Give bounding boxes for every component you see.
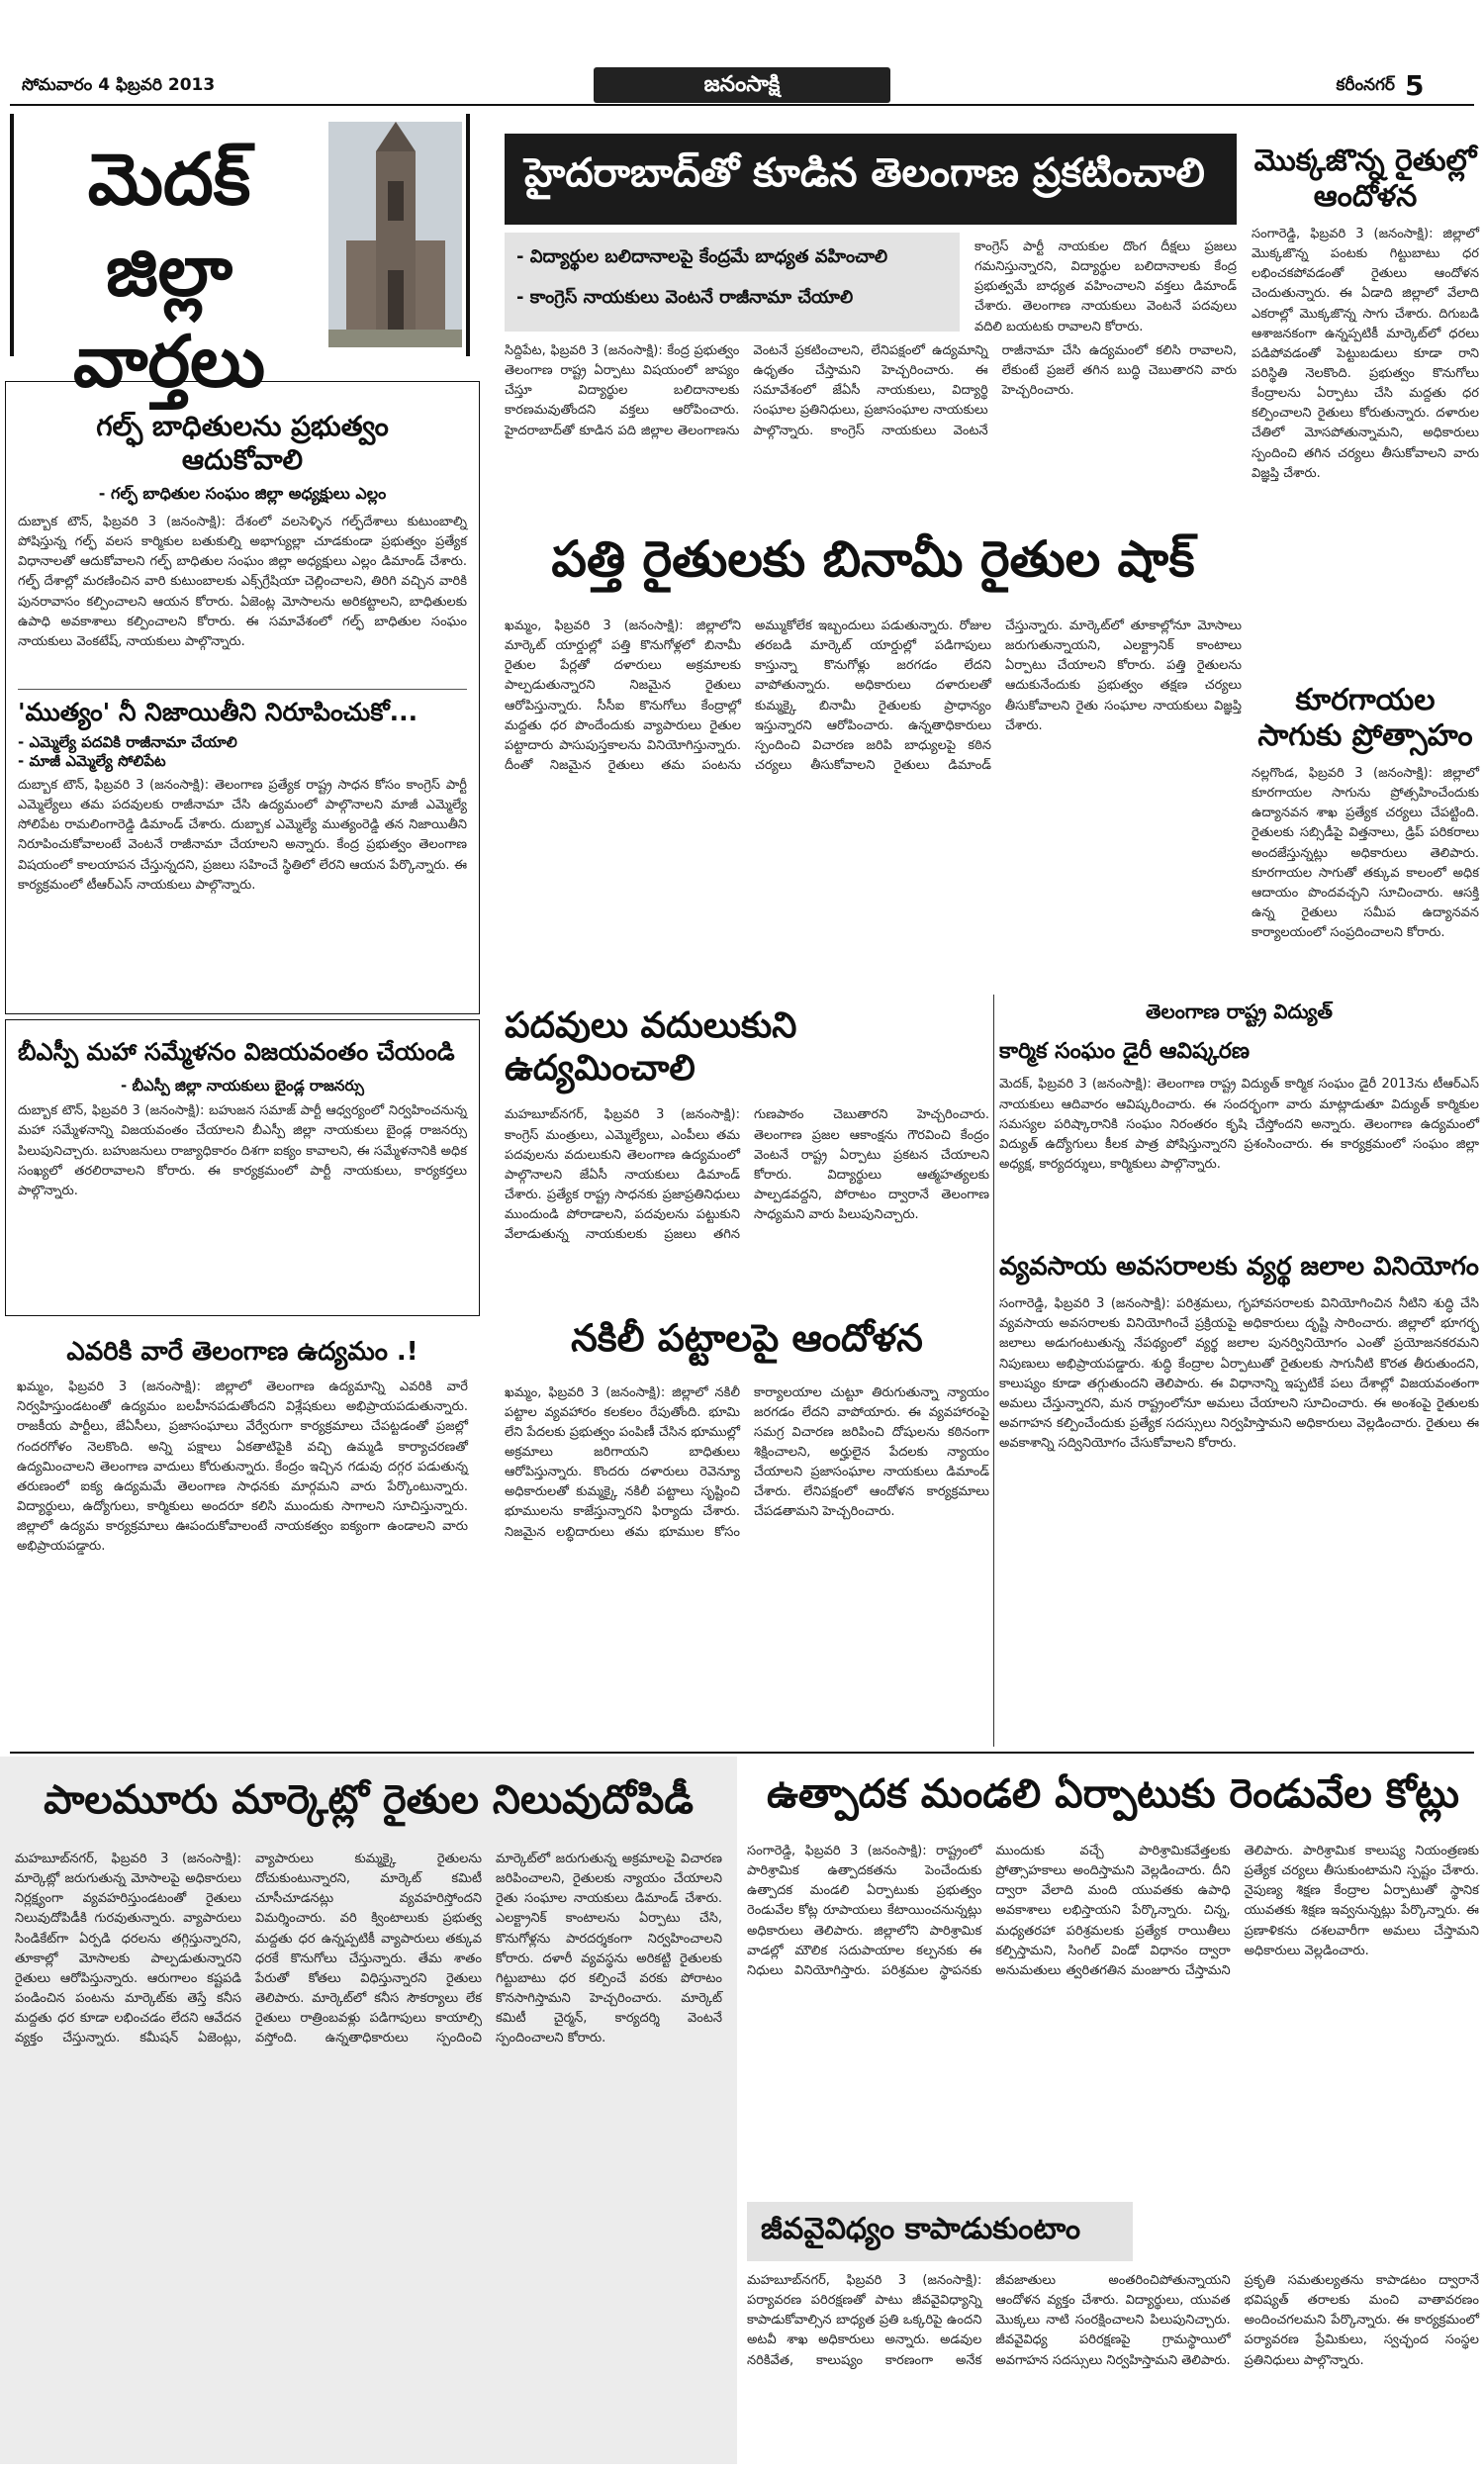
article-gulf: [5, 381, 480, 1014]
issue-date: సోమవారం 4 ఫిబ్రవరి 2013: [22, 75, 216, 95]
article-jeevavaividhyam: [747, 2202, 1479, 2464]
article-vidyut: [999, 999, 1479, 1247]
vidyut-headline: కార్మిక సంఘం డైరీ ఆవిష్కరణ: [999, 1039, 1251, 1064]
masthead-rule: [10, 104, 1474, 106]
hyderabad-bullet-1: - విద్యార్థుల బలిదానాలపై కేంద్రమే బాధ్యత వహించాలి: [516, 246, 888, 267]
church-photo: [328, 122, 462, 347]
article-padavulu: [505, 995, 989, 1291]
hyderabad-headline: హైదరాబాద్‌తో కూడిన తెలంగాణ ప్రకటించాలి: [524, 150, 1205, 196]
jeevavaividhyam-title-box: [747, 2202, 1133, 2261]
padavulu-headline: పదవులు వదులుకుని ఉద్యమించాలి: [505, 1005, 797, 1090]
patti-body: ఖమ్మం, ఫిబ్రవరి 3 (జనంసాక్షి): జిల్లాలోని మార్కెట్‌ యార్డుల్లో పత్తి కొనుగోళ్లలో బినామీ రైతుల పేర్లతో దళారులు అక్రమాలకు పాల్పడుతున్నారని నిజమైన రైతులు ఆరోపిస్తున్నారు. సీసీఐ కొనుగోలు కేంద్రాల్లో మద్దతు ధర పొందేందుకు వ్యాపారులు రైతుల పట్టాదారు పాసుపుస్తకాలను వినియోగిస్తున్నారు. దీంతో నిజమైన రైతులు తమ పంటను అమ్ముకోలేక ఇబ్బందులు పడుతున్నారు. రోజుల తరబడి మార్కెట్‌ యార్డుల్లో పడిగాపులు కాస్తున్నా కొనుగోళ్లు జరగడం లేదని వాపోతున్నారు. అధికారులు దళారులతో కుమ్మక్కై బినామీ రైతులకు ప్రాధాన్యం ఇస్తున్నారని ఆరోపించారు. ఉన్నతాధికారులు స్పందించి విచారణ జరిపి బాధ్యులపై కఠిన చర్యలు తీసుకోవాలని రైతులు డిమాండ్‌ చేస్తున్నారు. మార్కెట్‌లో తూకాల్లోనూ మోసాలు జరుగుతున్నాయని, ఎలక్ట్రానిక్‌ కాంటాలు ఏర్పాటు చేయాలని కోరారు. పత్తి రైతులను ఆదుకునేందుకు ప్రభుత్వం తక్షణ చర్యలు తీసుకోవాలని రైతు సంఘాల నాయకులు విజ్ఞప్తి చేశారు.: [505, 618, 1242, 773]
jeevavaividhyam-body: మహబూబ్‌నగర్, ఫిబ్రవరి 3 (జనంసాక్షి): పర్యావరణ పరిరక్షణతో పాటు జీవవైవిధ్యాన్ని కాపాడుకోవాల్సిన బాధ్యత ప్రతి ఒక్కరిపై ఉందని అటవీ శాఖ అధికారులు అన్నారు. అడవుల నరికివేత, కాలుష్యం కారణంగా అనేక జీవజాతులు అంతరించిపోతున్నాయని ఆందోళన వ్యక్తం చేశారు. విద్యార్థులు, యువత మొక్కలు నాటి సంరక్షించాలని పిలుపునిచ్చారు. జీవవైవిధ్య పరిరక్షణపై గ్రామస్థాయిలో అవగాహన సదస్సులు నిర్వహిస్తామని తెలిపారు. ప్రకృతి సమతుల్యతను కాపాడటం ద్వారానే భవిష్యత్‌ తరాలకు మంచి వాతావరణం అందించగలమని పేర్కొన్నారు. ఈ కార్యక్రమంలో పర్యావరణ ప్రేమికులు, స్వచ్ఛంద సంస్థల ప్రతినిధులు పాల్గొన్నారు.: [747, 2273, 1479, 2368]
kuragayala-body: నల్లగొండ, ఫిబ్రవరి 3 (జనంసాక్షి): జిల్లాలో కూరగాయల సాగును ప్రోత్సహించేందుకు ఉద్యానవన శాఖ ప్రత్యేక చర్యలు చేపట్టింది. రైతులకు సబ్సిడీపై విత్తనాలు, డ్రిప్‌ పరికరాలు అందజేస్తున్నట్లు అధికారులు తెలిపారు. కూరగాయల సాగుతో తక్కువ కాలంలో అధిక ఆదాయం పొందవచ్చని సూచించారు. ఆసక్తి ఉన్న రైతులు సమీప ఉద్యానవన కార్యాలయంలో సంప్రదించాలని కోరారు.: [1252, 766, 1479, 941]
gulf-subhead: - గల్ఫ్ బాధితుల సంఘం జిల్లా అధ్యక్షులు ఎల్లం: [98, 484, 387, 504]
section-rule: [10, 1752, 1474, 1754]
palamuru-headline: పాలమూరు మార్కెట్లో రైతుల నిలువుదోపిడీ: [44, 1777, 694, 1823]
edition-city: కరీంనగర్: [1336, 75, 1395, 95]
medak-district-banner: [10, 114, 470, 403]
bsp-subhead: - బీఎస్పీ జిల్లా నాయకులు బైండ్ల రాజనర్సు: [121, 1076, 364, 1094]
muthyam-subhead-2: - మాజీ ఎమ్మెల్యే సోలిపేట: [18, 752, 166, 771]
article-bsp: [5, 1019, 480, 1316]
article-evariki: [5, 1331, 480, 1737]
hyderabad-headline-banner: [505, 134, 1237, 225]
utpadaka-body: సంగారెడ్డి, ఫిబ్రవరి 3 (జనంసాక్షి): రాష్ట్రంలో పారిశ్రామిక ఉత్పాదకతను పెంచేందుకు ఉత్పాదక మండలి ఏర్పాటుకు ప్రభుత్వం రెండువేల కోట్ల రూపాయలు కేటాయించనున్నట్లు అధికారులు తెలిపారు. జిల్లాలోని పారిశ్రామిక వాడల్లో మౌలిక సదుపాయాల కల్పనకు ఈ నిధులు వినియోగిస్తారు. పరిశ్రమల స్థాపనకు ముందుకు వచ్చే పారిశ్రామికవేత్తలకు ప్రోత్సాహకాలు అందిస్తామని వెల్లడించారు. దీని ద్వారా వేలాది మంది యువతకు ఉపాధి అవకాశాలు లభిస్తాయని పేర్కొన్నారు. చిన్న, మధ్యతరహా పరిశ్రమలకు ప్రత్యేక రాయితీలు కల్పిస్తామని, సింగిల్‌ విండో విధానం ద్వారా అనుమతులు త్వరితగతిన మంజూరు చేస్తామని తెలిపారు. పారిశ్రామిక కాలుష్య నియంత్రణకు ప్రత్యేక చర్యలు తీసుకుంటామని స్పష్టం చేశారు. నైపుణ్య శిక్షణ కేంద్రాల ఏర్పాటుతో స్థానిక యువతకు శిక్షణ ఇవ్వనున్నట్లు పేర్కొన్నారు. ఈ ప్రణాళికను దశలవారీగా అమలు చేస్తామని అధికారులు వెల్లడించారు.: [747, 1844, 1479, 1978]
nakili-body: ఖమ్మం, ఫిబ్రవరి 3 (జనంసాక్షి): జిల్లాలో నకిలీ పట్టాల వ్యవహారం కలకలం రేపుతోంది. భూమి లేని పేదలకు ప్రభుత్వం పంపిణీ చేసిన భూముల్లో అక్రమాలు జరిగాయని బాధితులు ఆరోపిస్తున్నారు. కొందరు దళారులు రెవెన్యూ అధికారులతో కుమ్మక్కై నకిలీ పట్టాలు సృష్టించి భూములను కాజేస్తున్నారని ఫిర్యాదు చేశారు. నిజమైన లబ్ధిదారులు తమ భూముల కోసం కార్యాలయాల చుట్టూ తిరుగుతున్నా న్యాయం జరగడం లేదని వాపోయారు. ఈ వ్యవహారంపై సమగ్ర విచారణ జరిపించి దోషులను కఠినంగా శిక్షించాలని, అర్హులైన పేదలకు న్యాయం చేయాలని ప్రజాసంఘాల నాయకులు డిమాండ్‌ చేశారు. లేనిపక్షంలో ఆందోళన కార్యక్రమాలు చేపడతామని హెచ్చరించారు.: [505, 1384, 989, 1540]
article-mokkajonna: [1252, 143, 1479, 658]
vidyut-kicker: తెలంగాణ రాష్ట్ర విద్యుత్: [1146, 999, 1333, 1023]
muthyam-subhead: - ఎమ్మెల్యే పదవికి రాజీనామా చేయాలి: [18, 732, 237, 751]
jeevavaividhyam-headline: జీవవైవిధ్యం కాపాడుకుంటాం: [761, 2212, 1081, 2246]
banner-line-2: జిల్లా వార్తలు: [72, 228, 266, 403]
bsp-headline: బీఎస్పీ మహా సమ్మేళనం విజయవంతం చేయండి: [18, 1038, 455, 1066]
gulf-body: దుబ్బాక టౌన్, ఫిబ్రవరి 3 (జనంసాక్షి): దేశంలో వలసెళ్ళిన గల్ఫ్‌దేశాలు కుటుంబాల్ని పోషిస్తున్న గల్ఫ్‌ వలస కార్మికుల బతుకుల్ని అభాగ్యుల్లా చూడకుండా ప్రభుత్వం ప్రత్యేక విధానాలతో ఆదుకోవాలని గల్ఫ్‌ బాధితుల సంఘం జిల్లా అధ్యక్షులు ఎల్లం డిమాండ్‌ చేశారు. గల్ఫ్‌ దేశాల్లో మరణించిన వారి కుటుంబాలకు ఎక్స్‌గ్రేషియా చెల్లించాలని, తిరిగి వచ్చిన వారికి పునరావాసం కల్పించాలని ఆయన కోరారు. ఏజెంట్ల మోసాలను అరికట్టాలని, బాధితులకు ఉపాధి అవకాశాలు కల్పించాలని కోరారు. ఈ సమావేశంలో గల్ఫ్‌ బాధితుల సంఘం నాయకులు వెంకటేష్‌, నాయకులు పాల్గొన్నారు.: [18, 514, 467, 649]
kuragayala-headline: కూరగాయల సాగుకు ప్రోత్సాహం: [1257, 683, 1473, 753]
palamuru-body: మహబూబ్‌నగర్, ఫిబ్రవరి 3 (జనంసాక్షి): మార్కెట్లో జరుగుతున్న మోసాలపై అధికారులు నిర్లక్ష్యంగా వ్యవహరిస్తుండటంతో రైతులు నిలువుదోపిడీకి గురవుతున్నారు. వ్యాపారులు సిండికేట్‌గా ఏర్పడి ధరలను తగ్గిస్తున్నారని, తూకాల్లో మోసాలకు పాల్పడుతున్నారని రైతులు ఆరోపిస్తున్నారు. ఆరుగాలం కష్టపడి పండించిన పంటను మార్కెట్‌కు తెస్తే కనీస మద్దతు ధర కూడా లభించడం లేదని ఆవేదన వ్యక్తం చేస్తున్నారు. కమీషన్‌ ఏజెంట్లు, వ్యాపారులు కుమ్మక్కై రైతులను దోచుకుంటున్నారని, మార్కెట్‌ కమిటీ చూసీచూడనట్లు వ్యవహరిస్తోందని విమర్శించారు. వరి క్వింటాలుకు ప్రభుత్వ మద్దతు ధర ఉన్నప్పటికీ వ్యాపారులు తక్కువ ధరకే కొనుగోలు చేస్తున్నారు. తేమ శాతం పేరుతో కోతలు విధిస్తున్నారని రైతులు తెలిపారు. మార్కెట్‌లో కనీస సౌకర్యాలు లేక రైతులు రాత్రింబవళ్లు పడిగాపులు కాయాల్సి వస్తోంది. ఉన్నతాధికారులు స్పందించి మార్కెట్‌లో జరుగుతున్న అక్రమాలపై విచారణ జరిపించాలని, రైతులకు న్యాయం చేయాలని రైతు సంఘాల నాయకులు డిమాండ్‌ చేశారు. ఎలక్ట్రానిక్‌ కాంటాలను ఏర్పాటు చేసి, కొనుగోళ్లను పారదర్శకంగా నిర్వహించాలని కోరారు. దళారీ వ్యవస్థను అరికట్టి రైతులకు గిట్టుబాటు ధర కల్పించే వరకు పోరాటం కొనసాగిస్తామని హెచ్చరించారు. మార్కెట్‌ కమిటీ చైర్మన్‌, కార్యదర్శి వెంటనే స్పందించాలని కోరారు.: [15, 1852, 722, 2046]
article-kuragayala: [1252, 683, 1479, 999]
padavulu-body: మహబూబ్‌నగర్, ఫిబ్రవరి 3 (జనంసాక్షి): కాంగ్రెస్‌ మంత్రులు, ఎమ్మెల్యేలు, ఎంపీలు తమ పదవులను వదులుకుని తెలంగాణ ఉద్యమంలో పాల్గొనాలని జేఏసీ నాయకులు డిమాండ్‌ చేశారు. ప్రత్యేక రాష్ట్ర సాధనకు ప్రజాప్రతినిధులు ముందుండి పోరాడాలని, పదవులను పట్టుకుని వేలాడుతున్న నాయకులకు ప్రజలు తగిన గుణపాఠం చెబుతారని హెచ్చరించారు. తెలంగాణ ప్రజల ఆకాంక్షను గౌరవించి కేంద్రం వెంటనే రాష్ట్ర ఏర్పాటు ప్రకటన చేయాలని కోరారు. విద్యార్థులు ఆత్మహత్యలకు పాల్పడవద్దని, పోరాటం ద్వారానే తెలంగాణ సాధ్యమని వారు పిలుపునిచ్చారు.: [505, 1107, 989, 1243]
banner-line-1: మెదక్: [87, 137, 251, 221]
article-utpadaka: [747, 1757, 1479, 2202]
muthyam-body: దుబ్బాక టౌన్, ఫిబ్రవరి 3 (జనంసాక్షి): తెలంగాణ ప్రత్యేక రాష్ట్ర సాధన కోసం కాంగ్రెస్‌ పార్టీ ఎమ్మెల్యేలు తమ పదవులకు రాజీనామా చేసి ఉద్యమంలో పాల్గొనాలని మాజీ ఎమ్మెల్యే సోలిపేట రామలింగారెడ్డి డిమాండ్‌ చేశారు. దుబ్బాక ఎమ్మెల్యే ముత్యంరెడ్డి తన నిజాయితీని నిరూపించుకోవాలంటే వెంటనే రాజీనామా చేయాలని అన్నారు. కేంద్ర ప్రభుత్వం తెలంగాణ విషయంలో కాలయాపన చేస్తున్నదని, ప్రజలు సహించే స్థితిలో లేరని ఆయన పేర్కొన్నారు. ఈ కార్యక్రమంలో టీఆర్‌ఎస్‌ నాయకులు పాల్గొన్నారు.: [18, 777, 467, 893]
bsp-body: దుబ్బాక టౌన్, ఫిబ్రవరి 3 (జనంసాక్షి): బహుజన సమాజ్‌ పార్టీ ఆధ్వర్యంలో నిర్వహించనున్న మహా సమ్మేళనాన్ని విజయవంతం చేయాలని బీఎస్పీ జిల్లా నాయకులు బైండ్ల రాజనర్సు పిలుపునిచ్చారు. బహుజనులు రాజ్యాధికారం దిశగా ఐక్యం కావాలని, ఈ సమ్మేళనానికి అధిక సంఖ్యలో తరలిరావాలని కోరారు. ఈ కార్యక్రమంలో పార్టీ నాయకులు, కార్యకర్తలు పాల్గొన్నారు.: [18, 1103, 467, 1198]
vidyut-body: మెదక్‌, ఫిబ్రవరి 3 (జనంసాక్షి): తెలంగాణ రాష్ట్ర విద్యుత్‌ కార్మిక సంఘం డైరీ 2013ను టీఆర్‌ఎస్‌ నాయకులు ఆదివారం ఆవిష్కరించారు. ఈ సందర్భంగా వారు మాట్లాడుతూ విద్యుత్‌ కార్మికుల సమస్యల పరిష్కారానికి సంఘం నిరంతరం కృషి చేస్తోందని అన్నారు. తెలంగాణ ఉద్యమంలో విద్యుత్‌ ఉద్యోగులు కీలక పాత్ర పోషిస్తున్నారని ప్రశంసించారు. ఈ కార్యక్రమంలో సంఘం జిల్లా అధ్యక్ష, కార్యదర్శులు, కార్మికులు పాల్గొన్నారు.: [999, 1077, 1479, 1172]
gulf-headline: గల్ఫ్ బాధితులను ప్రభుత్వం ఆదుకోవాలి: [96, 410, 389, 476]
hyderabad-side-text: కాంగ్రెస్‌ పార్టీ నాయకుల దొంగ దీక్షలు ప్రజలు గమనిస్తున్నారని, విద్యార్థుల బలిదానాలకు కేంద్ర ప్రభుత్వమే బాధ్యత వహించాలని వక్తలు డిమాండ్‌ చేశారు. తెలంగాణ నాయకులు వెంటనే పదవులు వదిలి బయటకు రావాలని కోరారు.: [974, 239, 1237, 334]
article-palamuru: [0, 1757, 737, 2464]
hyderabad-body: సిద్దిపేట, ఫిబ్రవరి 3 (జనంసాక్షి): కేంద్ర ప్రభుత్వం తెలంగాణ రాష్ట్ర ఏర్పాటు విషయంలో జాప్యం చేస్తూ విద్యార్థుల బలిదానాలకు కారణమవుతోందని వక్తలు ఆరోపించారు. హైదరాబాద్‌తో కూడిన పది జిల్లాల తెలంగాణను వెంటనే ప్రకటించాలని, లేనిపక్షంలో ఉద్యమాన్ని ఉధృతం చేస్తామని హెచ్చరించారు. ఈ సమావేశంలో జేఏసీ నాయకులు, విద్యార్థి సంఘాల ప్రతినిధులు, ప్రజాసంఘాల నాయకులు పాల్గొన్నారు. కాంగ్రెస్‌ నాయకులు వెంటనే రాజీనామా చేసి ఉద్యమంలో కలిసి రావాలని, లేకుంటే ప్రజలే తగిన బుద్ధి చెబుతారని వారు హెచ్చరించారు.: [505, 343, 1237, 438]
paper-logo: జనంసాక్షి: [594, 67, 890, 103]
patti-headline: పత్తి రైతులకు బినామీ రైతుల షాక్: [551, 530, 1195, 588]
muthyam-headline: 'ముత్యం' నీ నిజాయితీని నిరూపించుకో...: [18, 697, 418, 726]
hyderabad-bullets: [505, 233, 960, 332]
evariki-headline: ఎవరికి వారే తెలంగాణ ఉద్యమం .!: [66, 1337, 418, 1367]
article-patti: [505, 510, 1242, 985]
utpadaka-headline: ఉత్పాదక మండలి ఏర్పాటుకు రెండువేల కోట్లు: [766, 1771, 1460, 1817]
vyavasaya-body: సంగారెడ్డి, ఫిబ్రవరి 3 (జనంసాక్షి): పరిశ్రమలు, గృహావసరాలకు వినియోగించిన నీటిని శుద్ధి చేసి వ్యవసాయ అవసరాలకు వినియోగించే ప్రక్రియపై అధికారులు దృష్టి సారించారు. జిల్లాలో భూగర్భ జలాలు అడుగంటుతున్న నేపథ్యంలో వ్యర్థ జలాల పునర్వినియోగం ఎంతో ప్రయోజనకరమని నిపుణులు అభిప్రాయపడ్డారు. శుద్ధి కేంద్రాల ఏర్పాటుతో రైతులకు సాగునీటి కొరత తీరుతుందని, కాలుష్యం కూడా తగ్గుతుందని తెలిపారు. ఈ విధానాన్ని ఇప్పటికే పలు దేశాల్లో విజయవంతంగా అమలు చేస్తున్నారని, మన రాష్ట్రంలోనూ అమలు చేయాలని సూచించారు. ఈ అంశంపై రైతులకు అవగాహన కల్పించేందుకు ప్రత్యేక సదస్సులు నిర్వహిస్తామని అధికారులు వెల్లడించారు. రైతులు ఈ అవకాశాన్ని సద్వినియోగం చేసుకోవాలని కోరారు.: [999, 1296, 1479, 1452]
banner-title: [26, 134, 313, 407]
vyavasaya-headline: వ్యవసాయ అవసరాలకు వ్యర్థ జలాల వినియోగం: [999, 1252, 1479, 1282]
mokkajonna-body: సంగారెడ్డి, ఫిబ్రవరి 3 (జనంసాక్షి): జిల్లాలో మొక్కజొన్న పంటకు గిట్టుబాటు ధర లభించకపోవడంతో రైతులు ఆందోళన చెందుతున్నారు. ఈ ఏడాది జిల్లాలో వేలాది ఎకరాల్లో మొక్కజొన్న సాగు చేశారు. దిగుబడి ఆశాజనకంగా ఉన్నప్పటికీ మార్కెట్‌లో ధరలు పడిపోవడంతో పెట్టుబడులు కూడా రాని పరిస్థితి నెలకొంది. ప్రభుత్వం కొనుగోలు కేంద్రాలను ఏర్పాటు చేసి మద్దతు ధర కల్పించాలని రైతులు కోరుతున్నారు. దళారుల చేతిలో మోసపోతున్నామని, అధికారులు స్పందించి తగిన చర్యలు తీసుకోవాలని వారు విజ్ఞప్తి చేశారు.: [1252, 227, 1479, 481]
mokkajonna-headline: మొక్కజొన్న రైతుల్లో ఆందోళన: [1253, 143, 1477, 214]
evariki-body: ఖమ్మం, ఫిబ్రవరి 3 (జనంసాక్షి): జిల్లాలో తెలంగాణ ఉద్యమాన్ని ఎవరికి వారే నిర్వహిస్తుండటంతో ఉద్యమం బలహీనపడుతోందని విశ్లేషకులు అభిప్రాయపడుతున్నారు. రాజకీయ పార్టీలు, జేఏసీలు, ప్రజాసంఘాలు వేర్వేరుగా కార్యక్రమాలు చేపట్టడంతో ప్రజల్లో గందరగోళం నెలకొంది. అన్ని పక్షాలు ఏకతాటిపైకి వచ్చి ఉమ్మడి కార్యాచరణతో ఉద్యమించాలని తెలంగాణ వాదులు కోరుతున్నారు. కేంద్రం ఇచ్చిన గడువు దగ్గర పడుతున్న తరుణంలో ఐక్య ఉద్యమమే తెలంగాణ సాధనకు మార్గమని వారు పేర్కొంటున్నారు. విద్యార్థులు, ఉద్యోగులు, కార్మికులు అందరూ కలిసి ముందుకు సాగాలని సూచిస్తున్నారు. జిల్లాలో ఉద్యమ కార్యక్రమాలు ఊపందుకోవాలంటే నాయకత్వం ఐక్యంగా ఉండాలని వారు అభిప్రాయపడ్డారు.: [17, 1380, 468, 1555]
page-number: 5: [1405, 69, 1425, 102]
column-divider: [993, 995, 994, 1747]
article-nakili: [505, 1306, 989, 1747]
article-vyavasaya: [999, 1252, 1479, 1747]
nakili-headline: నకిలీ పట్టాలపై ఆందోళన: [571, 1316, 923, 1360]
hyderabad-bullet-2: - కాంగ్రెస్‌ నాయకులు వెంటనే రాజీనామా చేయాలి: [516, 287, 854, 308]
